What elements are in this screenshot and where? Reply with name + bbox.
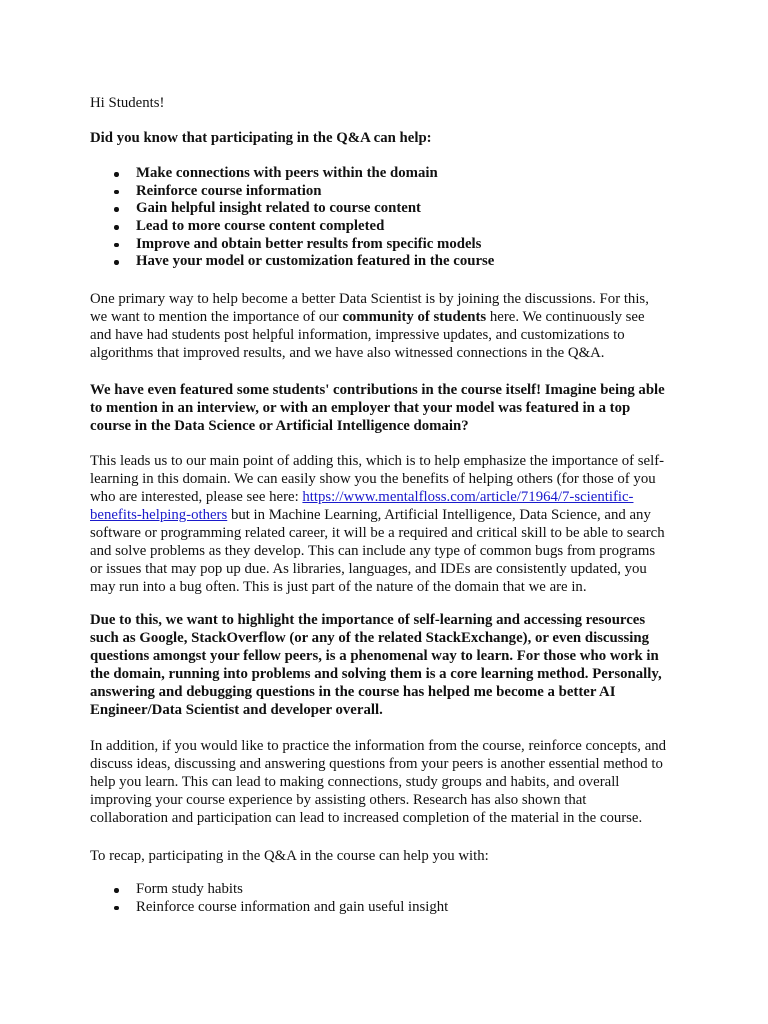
recap-list (90, 881, 448, 916)
greeting: Hi Students! (90, 95, 165, 111)
bullet-icon (114, 225, 119, 230)
bullet-icon (114, 888, 119, 893)
list-item: Reinforce course information and gain useful insight (90, 899, 448, 917)
list-item: Make connections with peers within the domain (90, 165, 494, 183)
bullet-icon (114, 207, 119, 212)
list-item: Gain helpful insight related to course content (90, 200, 494, 218)
paragraph-featured: We have even featured some students' contributions in the course itself! Imagine being able to mention in an interview, or with an employer that your model was featured in a top course in the Data Science or Artificial Intelligence domain? (90, 382, 665, 434)
mentalfloss-link[interactable]: https://www.mentalfloss.com/article/71964/7-scientific- (302, 489, 634, 505)
paragraph-practice: In addition, if you would like to practice the information from the course, reinforce concepts, and discuss ideas, discussing and answering questions from your peers is another essential method to help you learn. This can lead to making connections, study groups and habits, and overall improving your course experience by assisting others. Research has also shown that collaboration and participation can lead to increased completion of the material in the course. (90, 738, 667, 826)
list-item: Form study habits (90, 881, 448, 899)
bullet-icon (114, 906, 119, 911)
bullet-icon (114, 260, 119, 265)
benefits-list (90, 165, 494, 271)
list-item: Improve and obtain better results from specific models (90, 236, 494, 254)
bullet-icon (114, 243, 119, 248)
paragraph-community: One primary way to help become a better Data Scientist is by joining the discussions. For this, we want to mention the importance of our community of students here. We continuously see and have had students post helpful information, impressive updates, and customizations to algorithms that improved results, and we have also witnessed connections in the Q&A. (90, 291, 649, 361)
lead-question: Did you know that participating in the Q&A can help: (90, 130, 432, 146)
paragraph-self-learning: This leads us to our main point of adding this, which is to help emphasize the importance of self- learning in this domain. We can easily show you the benefits of helping others (for those of you who are interested, please see here: https://www.mentalfloss.com/article/71964/7-scientific- benefits-helping-others but in Machine Learning, Artificial Intelligence, Data Science, and any software or programming related career, it will be a required and critical skill to be able to search and solve problems as they develop. This can include any type of common bugs from programs or issues that may pop up due. As libraries, languages, and IDEs are consistently updated, you may run into a bug often. This is just part of the nature of the domain that we are in. (90, 453, 665, 595)
community-emphasis: community of students (342, 309, 487, 325)
list-item: Reinforce course information (90, 183, 494, 201)
paragraph-resources: Due to this, we want to highlight the importance of self-learning and accessing resources such as Google, StackOverflow (or any of the related StackExchange), or even discussing questions amongst your fellow peers, is a phenomenal way to learn. For those who work in the domain, running into problems and solving them is a core learning method. Personally, answering and debugging questions in the course has helped me become a better AI Engineer/Data Scientist and developer overall. (90, 612, 662, 718)
list-item: Have your model or customization featured in the course (90, 253, 494, 271)
bullet-icon (114, 190, 119, 195)
bullet-icon (114, 172, 119, 177)
mentalfloss-link-continued[interactable]: benefits-helping-others (90, 507, 228, 523)
list-item: Lead to more course content completed (90, 218, 494, 236)
recap-intro: To recap, participating in the Q&A in the course can help you with: (90, 848, 489, 864)
